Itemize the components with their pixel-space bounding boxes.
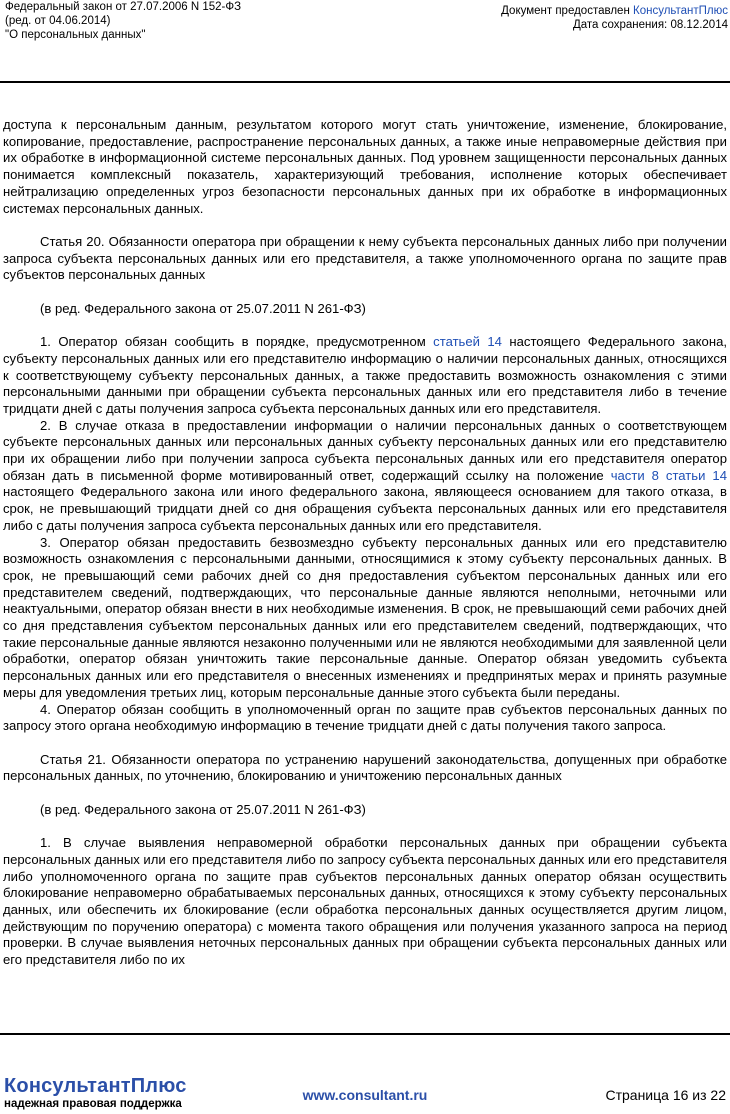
article-14-link[interactable]: статьей 14 [433,334,502,350]
page-number: Страница 16 из 22 [605,1087,726,1103]
save-date: Дата сохранения: 08.12.2014 [572,19,728,31]
article-21-edition-note: (в ред. Федерального закона от 25.07.2011 N 261-ФЗ) [40,801,366,817]
provider-brand-link[interactable]: КонсультантПлюс [633,5,728,17]
article-20-title: Статья 20. Обязанности оператора при обращении к нему субъекта персональных данных либо при получении запроса субъекта персональных данных или его представителя, а также уполномоченного органа по защите прав субъектов персональных данных [3,233,727,283]
document-body [3,117,727,969]
logo-tagline: надежная правовая поддержка [4,1098,182,1110]
header-divider [0,81,730,83]
paragraph-continuation: доступа к персональным данным, результатом которого могут стать уничтожение, изменение, блокирование, копирование, предоставление, распространение персональных данных, а также иные неправомерные действия при их обработке в информационной системе персональных данных. Под уровнем защищенности персональных данных понимается комплексный показатель, характеризующий требования, исполнение которых обеспечивает нейтрализацию определенных угроз безопасности персональных данных при их обработке в информационных системах персональных данных. [3,117,727,216]
law-name-line: "О персональных данных" [5,29,146,41]
article-21-clause-1: 1. В случае выявления неправомерной обработки персональных данных при обращении субъекта персональных данных или его представителя либо по запросу субъекта персональных данных или его представителя либо уполномоченного органа по защите прав субъектов персональных данных оператор обязан осуществить блокирование неправомерно обрабатываемых персональных данных, относящихся к этому субъекту персональных данных, или обеспечить их блокирование (если обработка персональных данных осуществляется другим лицом, действующим по поручению оператора) с момента такого обращения или получения указанного запроса на период проверки. В случае выявления неточных персональных данных при обращении субъекта персональных данных или его представителя либо по их [3,835,727,968]
article-20-clause-2: 2. В случае отказа в предоставлении информации о наличии персональных данных о соответствующем субъекте персональных данных или персональных данных субъекту персональных данных или его представителю при их обращении либо при получении запроса субъекта персональных данных или его представителя оператор обязан дать в письменной форме мотивированный ответ, содержащий ссылку на положение части 8 статьи 14 настоящего Федерального закона или иного федерального закона, являющееся основанием для такого отказа, в срок, не превышающий тридцати дней со дня обращения субъекта персональных данных или его представителя либо с даты получения запроса субъекта персональных данных или его представителя. [3,417,727,533]
document-header-right [501,4,728,32]
footer-divider [0,1033,730,1035]
article-14-part-8-link[interactable]: части 8 статьи 14 [610,467,727,483]
article-20-clause-1: 1. Оператор обязан сообщить в порядке, предусмотренном статьей 14 настоящего Федерального закона, субъекту персональных данных или его представителю информацию о наличии персональных данных, относящихся к соответствующему субъекту персональных данных, а также предоставить возможность ознакомления с этими персональными данными при обращении субъекта персональных данных или его представителя либо в течение тридцати дней с даты получения запроса субъекта персональных данных или его представителя. [3,334,727,416]
article-20-edition-note: (в ред. Федерального закона от 25.07.2011 N 261-ФЗ) [40,300,366,316]
article-21-title: Статья 21. Обязанности оператора по устранению нарушений законодательства, допущенных при обработке персональных данных, по уточнению, блокированию и уничтожению персональных данных [3,751,727,784]
article-20-clause-3: 3. Оператор обязан предоставить безвозмездно субъекту персональных данных или его представителю возможность ознакомления с персональными данными, относящимися к этому субъекту персональных данных. В срок, не превышающий семи рабочих дней со дня предоставления субъектом персональных данных или его представителем сведений, подтверждающих, что персональные данные являются неполными, неточными или неактуальными, оператор обязан внести в них необходимые изменения. В срок, не превышающий семи рабочих дней со дня представления субъектом персональных данных или его представителем сведений, подтверждающих, что такие персональные данные являются незаконно полученными или не являются необходимыми для заявленной цели обработки, оператор обязан уничтожить такие персональные данные. Оператор обязан уведомить субъекта персональных данных или его представителя о внесенных изменениях и предпринятых мерах и принять разумные меры для уведомления третьих лиц, которым персональные данные этого субъекта были переданы. [3,534,727,700]
law-title-line: Федеральный закон от 27.07.2006 N 152-ФЗ [5,1,242,13]
logo-name: КонсультантПлюс [4,1075,187,1097]
law-edition-line: (ред. от 04.06.2014) [5,15,111,27]
provided-by-label: Документ предоставлен [501,5,633,17]
article-20-clause-4: 4. Оператор обязан сообщить в уполномоченный орган по защите прав субъектов персональных данных по запросу этого органа необходимую информацию в течение тридцати дней с даты получения такого запроса. [3,701,727,734]
site-url-link[interactable]: www.consultant.ru [302,1087,428,1103]
provided-by-line [501,4,728,18]
document-header-left [5,0,241,42]
